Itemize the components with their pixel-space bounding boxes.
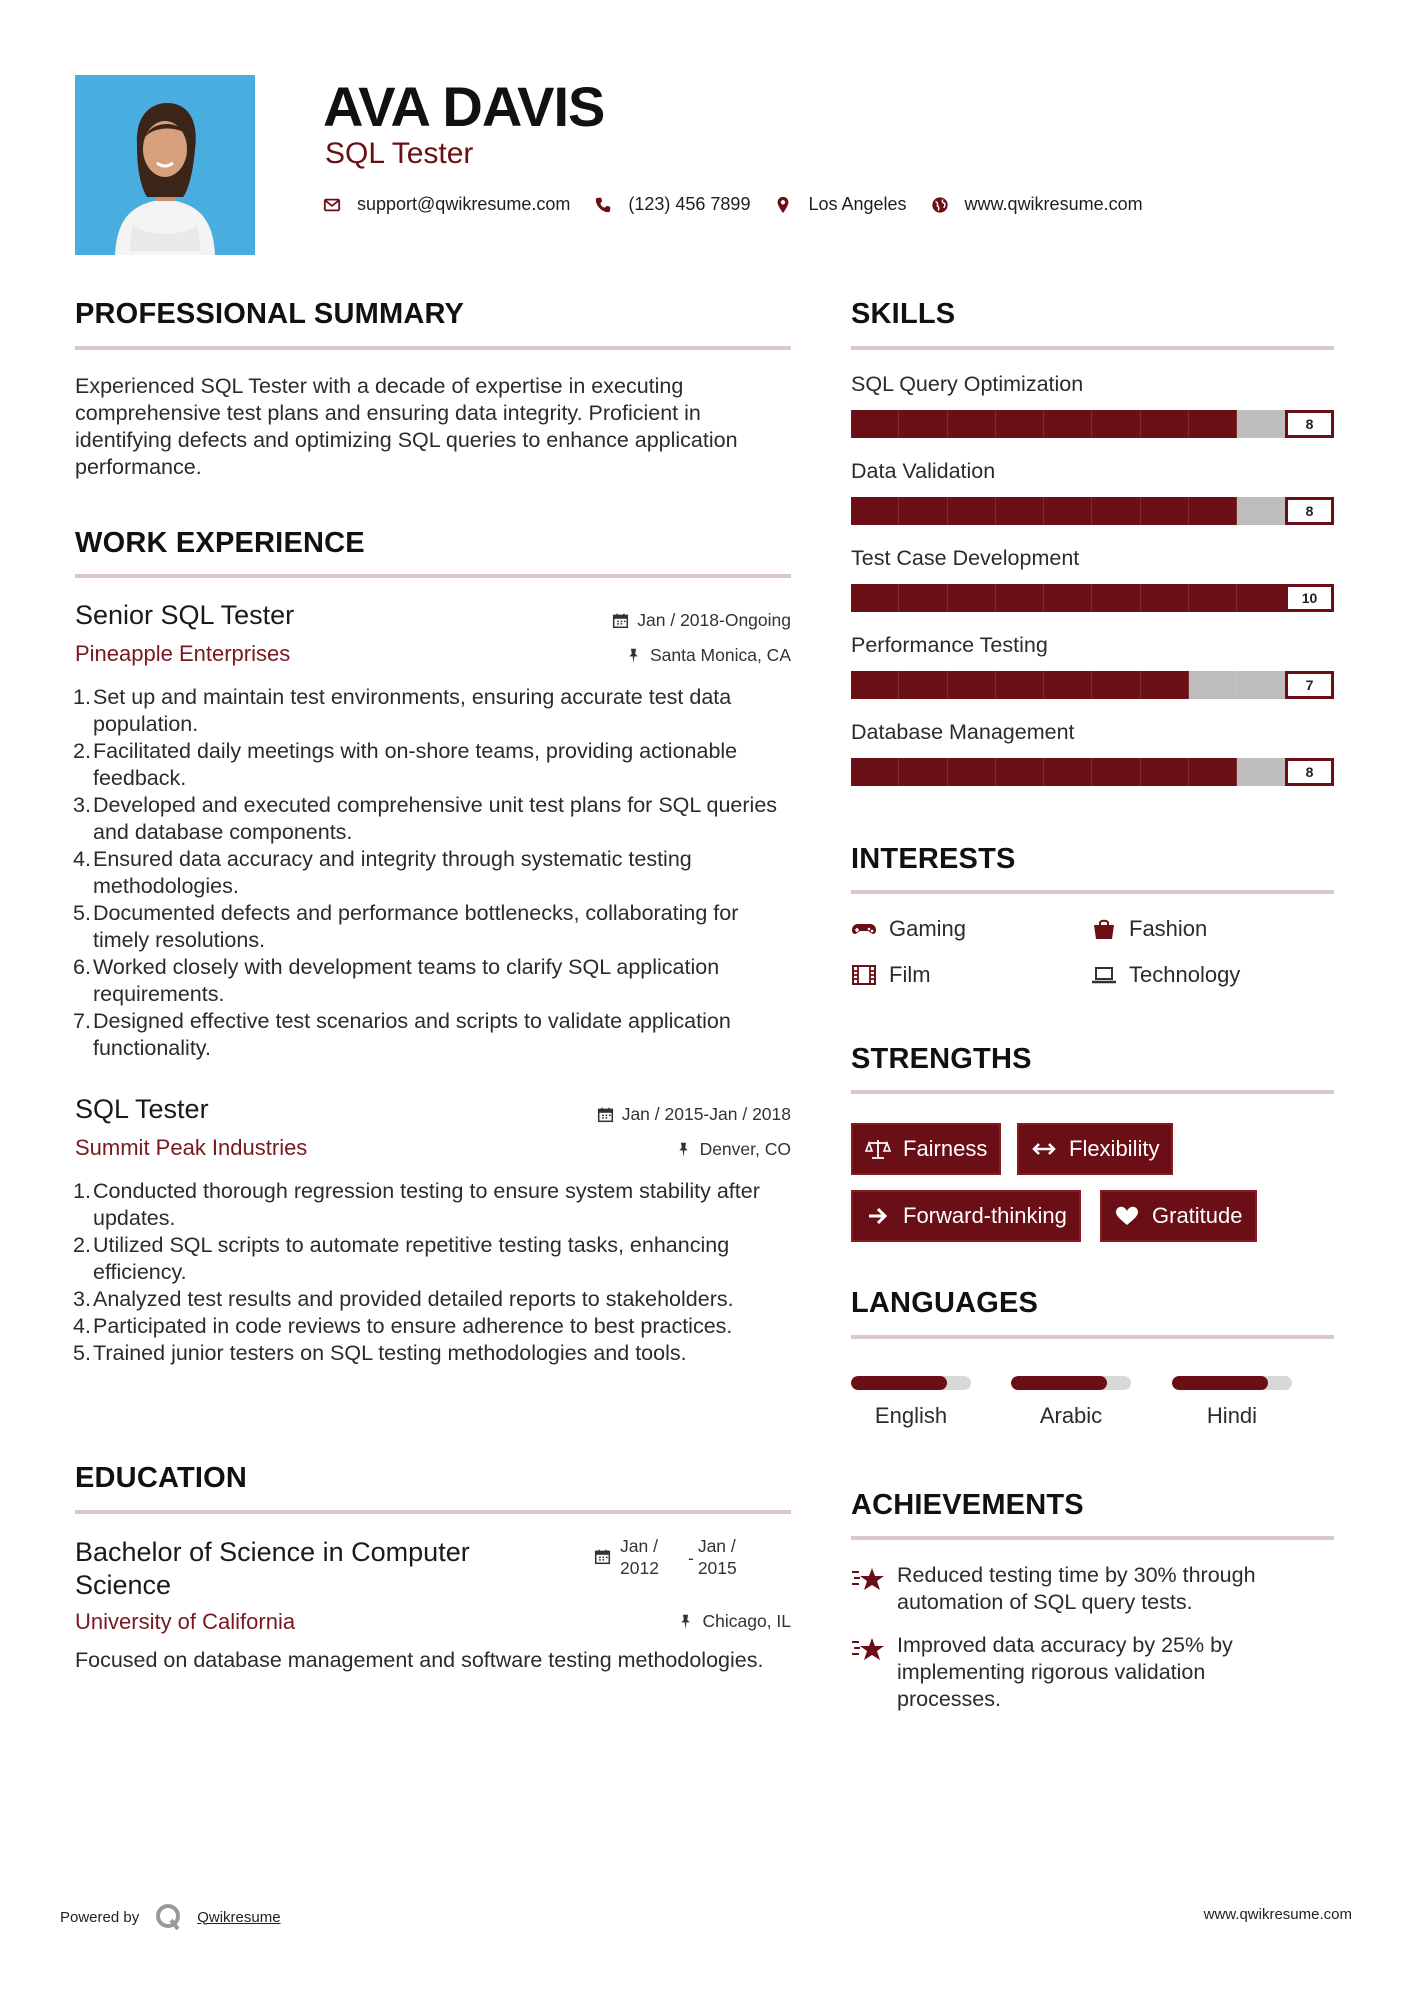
interests-heading: INTERESTS xyxy=(851,843,1016,875)
language-level-fill xyxy=(851,1376,947,1390)
qwikresume-link[interactable]: Qwikresume xyxy=(197,1908,281,1926)
education-dates xyxy=(594,1535,754,1579)
skill-segment-filled xyxy=(1092,671,1140,699)
skill-segment-filled xyxy=(996,671,1044,699)
skill-segment-filled xyxy=(899,410,947,438)
achievements-divider xyxy=(851,1536,1334,1540)
contact-website[interactable] xyxy=(931,194,1143,215)
achievement-text: Improved data accuracy by 25% by implementing rigorous validation processes. xyxy=(897,1633,1233,1711)
star-award-icon xyxy=(851,1564,887,1594)
strength-tag-forward-thinking xyxy=(851,1190,1081,1242)
strength-label: Fairness xyxy=(903,1136,988,1161)
skill-segment-filled xyxy=(851,758,899,786)
strengths-heading: STRENGTHS xyxy=(851,1043,1032,1075)
skill-segment-filled xyxy=(1237,584,1285,612)
contact-location-text: Los Angeles xyxy=(808,194,907,214)
list-item: 2. Facilitated daily meetings with on-shore teams, providing actionable feedback. xyxy=(73,739,738,790)
skill-label: Data Validation xyxy=(851,459,996,483)
skill-segment-filled xyxy=(1189,584,1237,612)
balance-scale-icon xyxy=(865,1138,891,1160)
footer-url[interactable]: www.qwikresume.com xyxy=(1203,1906,1352,1923)
contact-email-text: support@qwikresume.com xyxy=(357,194,571,214)
list-item: 5. Trained junior testers on SQL testing methodologies and tools. xyxy=(73,1341,687,1365)
qwikresume-logo-icon xyxy=(153,1902,183,1932)
interest-fashion xyxy=(1091,916,1207,942)
languages-divider xyxy=(851,1335,1334,1339)
job-company: Summit Peak Industries xyxy=(75,1135,308,1160)
language-level-fill xyxy=(1011,1376,1107,1390)
language-level-bar xyxy=(1172,1376,1292,1390)
skill-segment-filled xyxy=(948,758,996,786)
arrow-right-icon xyxy=(865,1205,891,1227)
pushpin-icon xyxy=(675,1141,692,1158)
strength-label: Gratitude xyxy=(1152,1203,1243,1228)
language-label: Arabic xyxy=(1039,1403,1103,1428)
contact-phone-text: (123) 456 7899 xyxy=(628,194,751,214)
skill-segment-filled xyxy=(851,497,899,525)
strength-tag-fairness xyxy=(851,1123,1001,1175)
language-item xyxy=(1011,1376,1131,1429)
film-icon xyxy=(851,964,877,986)
skill-segment-filled xyxy=(1141,758,1189,786)
education-start: Jan / 2012 xyxy=(620,1536,659,1578)
skill-label: Database Management xyxy=(851,720,1075,744)
skills-list xyxy=(851,372,1334,807)
candidate-title: SQL Tester xyxy=(325,137,474,170)
skill-segment-filled xyxy=(1044,758,1092,786)
degree-title: Bachelor of Science in Computer Science xyxy=(75,1537,470,1600)
language-level-fill xyxy=(1172,1376,1268,1390)
skill-segment-filled xyxy=(948,497,996,525)
interest-label: Film xyxy=(889,962,931,987)
skill-segment-filled xyxy=(996,584,1044,612)
calendar-icon xyxy=(597,1106,614,1123)
summary-divider xyxy=(75,346,791,350)
job-location xyxy=(625,645,791,666)
shopping-bag-icon xyxy=(1091,918,1117,940)
job-dates xyxy=(612,610,791,631)
gamepad-icon xyxy=(851,918,877,940)
language-label: Hindi xyxy=(1206,1403,1258,1428)
list-item: 6. Worked closely with development teams to clarify SQL application requirements. xyxy=(73,955,720,1006)
profile-photo-illustration xyxy=(75,75,255,255)
skill-level-badge: 10 xyxy=(1285,584,1334,612)
skill-segment-filled xyxy=(1141,671,1189,699)
map-pin-icon xyxy=(774,196,792,214)
footer-powered-by xyxy=(60,1902,281,1932)
calendar-icon xyxy=(612,612,629,629)
skill-segment-filled xyxy=(899,497,947,525)
strength-label: Flexibility xyxy=(1069,1136,1160,1161)
interest-technology xyxy=(1091,962,1240,988)
skill-segment-filled xyxy=(996,758,1044,786)
education-date-separator: - xyxy=(688,1548,694,1568)
interest-label: Gaming xyxy=(889,916,967,941)
skill-bar xyxy=(851,671,1334,699)
skill-segment-filled xyxy=(1141,497,1189,525)
skill-level-badge: 8 xyxy=(1285,410,1334,438)
skill-segment-empty xyxy=(1189,671,1237,699)
interest-film xyxy=(851,962,931,988)
job-location-text: Denver, CO xyxy=(699,1139,791,1159)
achievement-item xyxy=(851,1562,1311,1616)
skill-segment-empty xyxy=(1237,758,1285,786)
skill-segment-empty xyxy=(1237,671,1285,699)
job-location xyxy=(675,1139,791,1160)
skill-segment-filled xyxy=(1092,410,1140,438)
skill-segment-filled xyxy=(1141,584,1189,612)
phone-icon xyxy=(594,196,612,214)
skill-segment-filled xyxy=(1141,410,1189,438)
profile-photo xyxy=(75,75,255,255)
education-end: Jan / 2015 xyxy=(697,1536,737,1578)
skill-item xyxy=(851,633,1334,720)
skill-segment-filled xyxy=(1044,584,1092,612)
achievement-item xyxy=(851,1632,1311,1713)
list-item: 1. Set up and maintain test environments, ensuring accurate test data population. xyxy=(73,685,732,736)
strength-label: Forward-thinking xyxy=(903,1203,1067,1228)
skill-segment-filled xyxy=(1092,584,1140,612)
skill-segment-filled xyxy=(1189,497,1237,525)
list-item: 3. Analyzed test results and provided detailed reports to stakeholders. xyxy=(73,1287,734,1311)
list-item: 5. Documented defects and performance bottlenecks, collaborating for timely resolutions. xyxy=(73,901,739,952)
skills-divider xyxy=(851,346,1334,350)
interest-gaming xyxy=(851,916,966,942)
skill-item xyxy=(851,372,1334,459)
skill-segment-filled xyxy=(1092,497,1140,525)
skill-bar xyxy=(851,497,1334,525)
skill-segment-filled xyxy=(948,410,996,438)
interest-label: Fashion xyxy=(1129,916,1208,941)
skill-segment-empty xyxy=(1237,410,1285,438)
school-name: University of California xyxy=(75,1609,296,1634)
contact-website-text: www.qwikresume.com xyxy=(964,194,1143,214)
skill-label: Test Case Development xyxy=(851,546,1080,570)
skill-bar xyxy=(851,584,1334,612)
skill-segment-filled xyxy=(1092,758,1140,786)
skill-segment-filled xyxy=(1044,497,1092,525)
education-divider xyxy=(75,1510,791,1514)
skill-label: SQL Query Optimization xyxy=(851,372,1084,396)
strength-tag-gratitude xyxy=(1100,1190,1257,1242)
calendar-icon xyxy=(594,1548,611,1565)
job-dates-text: Jan / 2018-Ongoing xyxy=(637,610,791,630)
skill-segment-filled xyxy=(899,671,947,699)
language-label: English xyxy=(874,1403,948,1428)
languages-heading: LANGUAGES xyxy=(851,1287,1039,1319)
skill-segment-filled xyxy=(948,584,996,612)
contact-bar xyxy=(323,194,1167,215)
powered-by-label: Powered by xyxy=(60,1908,140,1926)
pushpin-icon xyxy=(677,1613,694,1630)
skill-bar xyxy=(851,410,1334,438)
language-item xyxy=(851,1376,971,1429)
contact-phone[interactable] xyxy=(594,194,750,215)
list-item: 2. Utilized SQL scripts to automate repetitive testing tasks, enhancing efficiency. xyxy=(73,1233,730,1284)
skill-segment-filled xyxy=(851,671,899,699)
summary-heading: PROFESSIONAL SUMMARY xyxy=(75,298,465,330)
arrows-horizontal-icon xyxy=(1031,1138,1057,1160)
education-heading: EDUCATION xyxy=(75,1462,248,1494)
heart-icon xyxy=(1114,1205,1140,1227)
skill-segment-filled xyxy=(1189,410,1237,438)
skill-label: Performance Testing xyxy=(851,633,1048,657)
achievement-text: Reduced testing time by 30% through automation of SQL query tests. xyxy=(897,1563,1256,1614)
job-title: Senior SQL Tester xyxy=(75,600,295,630)
interest-label: Technology xyxy=(1129,962,1241,987)
laptop-icon xyxy=(1091,964,1117,986)
job-bullets xyxy=(75,684,795,1062)
skill-segment-filled xyxy=(1044,410,1092,438)
contact-email[interactable] xyxy=(323,194,570,215)
experience-heading: WORK EXPERIENCE xyxy=(75,527,365,559)
list-item: 4. Participated in code reviews to ensure adherence to best practices. xyxy=(73,1314,733,1338)
language-level-bar xyxy=(1011,1376,1131,1390)
contact-location xyxy=(774,194,906,215)
job-dates-text: Jan / 2015-Jan / 2018 xyxy=(621,1104,791,1124)
skill-item xyxy=(851,720,1334,807)
globe-icon xyxy=(931,196,949,214)
education-location-text: Chicago, IL xyxy=(702,1611,791,1631)
pushpin-icon xyxy=(625,647,642,664)
achievements-heading: ACHIEVEMENTS xyxy=(851,1489,1084,1521)
list-item: 3. Developed and executed comprehensive unit test plans for SQL queries and database components. xyxy=(73,793,778,844)
skill-segment-filled xyxy=(851,584,899,612)
language-level-bar xyxy=(851,1376,971,1390)
education-description: Focused on database management and software testing methodologies. xyxy=(75,1648,764,1672)
skill-level-badge: 8 xyxy=(1285,758,1334,786)
skills-heading: SKILLS xyxy=(851,298,956,330)
job-bullets xyxy=(75,1178,795,1367)
strengths-divider xyxy=(851,1090,1334,1094)
skill-segment-filled xyxy=(1189,758,1237,786)
skill-segment-filled xyxy=(948,671,996,699)
skill-item xyxy=(851,546,1334,633)
strength-tag-flexibility xyxy=(1017,1123,1173,1175)
skill-segment-filled xyxy=(899,584,947,612)
envelope-icon xyxy=(323,196,341,214)
job-dates xyxy=(597,1104,791,1125)
star-award-icon xyxy=(851,1634,887,1664)
language-item xyxy=(1172,1376,1292,1429)
skill-bar xyxy=(851,758,1334,786)
list-item: 7. Designed effective test scenarios and scripts to validate application functionality. xyxy=(73,1009,731,1060)
skill-segment-filled xyxy=(996,497,1044,525)
summary-text: Experienced SQL Tester with a decade of expertise in executing comprehensive test plans and ensuring data integrity. Proficient in identifying defects and optimizing SQL queries to enhance application performance. xyxy=(75,374,738,479)
skill-segment-empty xyxy=(1237,497,1285,525)
list-item: 1. Conducted thorough regression testing to ensure system stability after updates. xyxy=(73,1179,760,1230)
job-title: SQL Tester xyxy=(75,1094,209,1124)
skill-item xyxy=(851,459,1334,546)
candidate-name: AVA DAVIS xyxy=(323,75,605,138)
skill-segment-filled xyxy=(899,758,947,786)
education-location xyxy=(677,1611,791,1632)
experience-divider xyxy=(75,574,791,578)
list-item: 4. Ensured data accuracy and integrity through systematic testing methodologies. xyxy=(73,847,692,898)
skill-segment-filled xyxy=(996,410,1044,438)
skill-segment-filled xyxy=(851,410,899,438)
job-location-text: Santa Monica, CA xyxy=(649,645,791,665)
skill-level-badge: 7 xyxy=(1285,671,1334,699)
skill-level-badge: 8 xyxy=(1285,497,1334,525)
skill-segment-filled xyxy=(1044,671,1092,699)
job-company: Pineapple Enterprises xyxy=(75,641,291,666)
interests-divider xyxy=(851,890,1334,894)
